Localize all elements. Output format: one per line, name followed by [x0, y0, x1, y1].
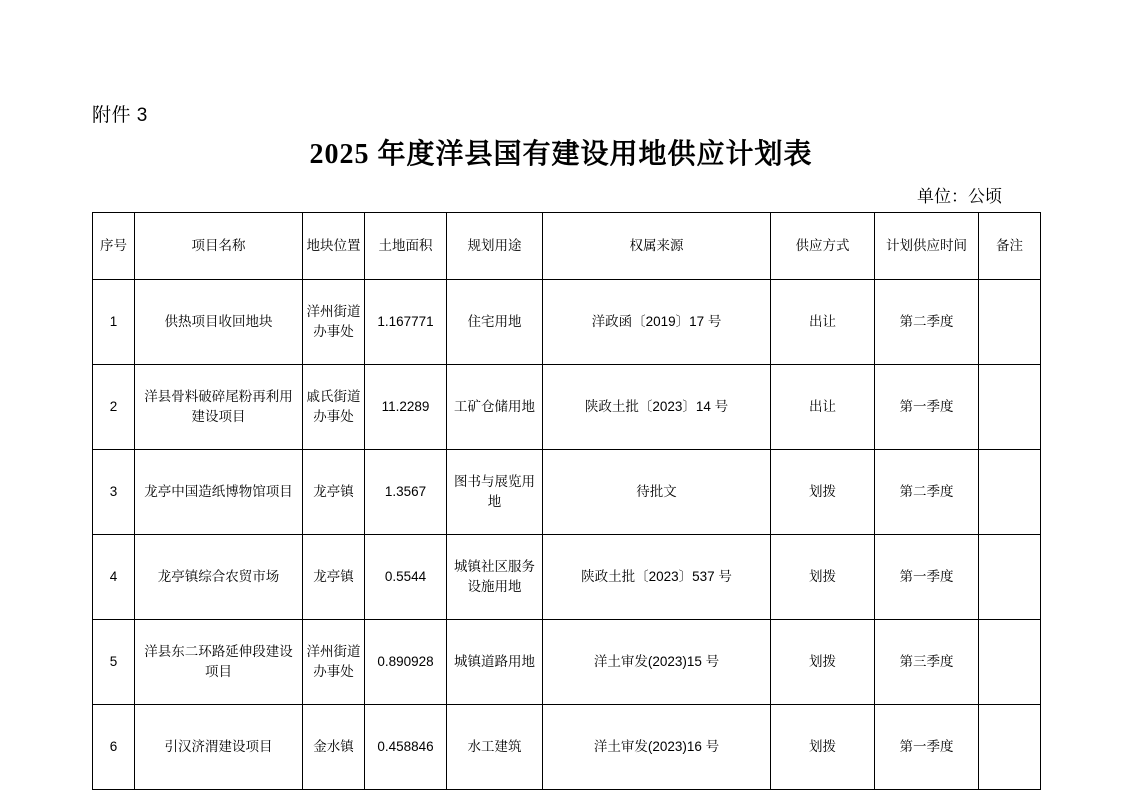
cell-ownership-source: 洋土审发(2023)15 号: [543, 620, 771, 705]
cell-remark: [979, 450, 1041, 535]
cell-supply-method: 划拨: [771, 705, 875, 790]
cell-seq: 3: [93, 450, 135, 535]
cell-ownership-source: 洋政函〔2019〕17 号: [543, 280, 771, 365]
cell-project-name: 引汉济渭建设项目: [135, 705, 303, 790]
attachment-label: 附件 3: [92, 105, 148, 126]
cell-supply-time: 第一季度: [875, 535, 979, 620]
cell-ownership-source: 陕政土批〔2023〕537 号: [543, 535, 771, 620]
cell-planned-use: 住宅用地: [447, 280, 543, 365]
header-planned-use: 规划用途: [447, 213, 543, 280]
cell-remark: [979, 620, 1041, 705]
cell-location: 戚氏街道办事处: [303, 365, 365, 450]
cell-seq: 4: [93, 535, 135, 620]
cell-ownership-source: 待批文: [543, 450, 771, 535]
cell-location: 金水镇: [303, 705, 365, 790]
cell-location: 洋州街道办事处: [303, 280, 365, 365]
cell-planned-use: 图书与展览用地: [447, 450, 543, 535]
header-project-name: 项目名称: [135, 213, 303, 280]
cell-ownership-source: 洋土审发(2023)16 号: [543, 705, 771, 790]
header-area: 土地面积: [365, 213, 447, 280]
cell-remark: [979, 365, 1041, 450]
cell-project-name: 洋县骨料破碎尾粉再利用建设项目: [135, 365, 303, 450]
cell-supply-time: 第三季度: [875, 620, 979, 705]
cell-seq: 2: [93, 365, 135, 450]
table-row: [93, 365, 1041, 450]
cell-area: 11.2289: [365, 365, 447, 450]
table-row: [93, 535, 1041, 620]
header-supply-time: 计划供应时间: [875, 213, 979, 280]
cell-supply-time: 第一季度: [875, 365, 979, 450]
cell-area: 0.5544: [365, 535, 447, 620]
cell-supply-method: 划拨: [771, 450, 875, 535]
table-row: [93, 280, 1041, 365]
cell-supply-time: 第二季度: [875, 280, 979, 365]
cell-planned-use: 水工建筑: [447, 705, 543, 790]
cell-supply-time: 第一季度: [875, 705, 979, 790]
cell-project-name: 洋县东二环路延伸段建设项目: [135, 620, 303, 705]
cell-seq: 6: [93, 705, 135, 790]
land-supply-table: [92, 212, 1041, 790]
cell-supply-method: 出让: [771, 365, 875, 450]
unit-label: 单位：公顷: [917, 187, 1002, 206]
cell-planned-use: 城镇道路用地: [447, 620, 543, 705]
cell-ownership-source: 陕政土批〔2023〕14 号: [543, 365, 771, 450]
cell-supply-method: 划拨: [771, 535, 875, 620]
cell-remark: [979, 280, 1041, 365]
cell-area: 0.890928: [365, 620, 447, 705]
page-title: 2025 年度洋县国有建设用地供应计划表: [309, 139, 813, 170]
cell-area: 1.3567: [365, 450, 447, 535]
header-seq: 序号: [93, 213, 135, 280]
cell-supply-time: 第二季度: [875, 450, 979, 535]
cell-planned-use: 城镇社区服务设施用地: [447, 535, 543, 620]
cell-planned-use: 工矿仓储用地: [447, 365, 543, 450]
cell-supply-method: 划拨: [771, 620, 875, 705]
cell-area: 1.167771: [365, 280, 447, 365]
cell-area: 0.458846: [365, 705, 447, 790]
cell-remark: [979, 705, 1041, 790]
cell-remark: [979, 535, 1041, 620]
header-location: 地块位置: [303, 213, 365, 280]
cell-location: 洋州街道办事处: [303, 620, 365, 705]
cell-seq: 5: [93, 620, 135, 705]
table-row: [93, 705, 1041, 790]
header-remark: 备注: [979, 213, 1041, 280]
table-row: [93, 620, 1041, 705]
table-header-row: [93, 213, 1041, 280]
cell-supply-method: 出让: [771, 280, 875, 365]
cell-project-name: 龙亭镇综合农贸市场: [135, 535, 303, 620]
header-supply-method: 供应方式: [771, 213, 875, 280]
table-row: [93, 450, 1041, 535]
header-ownership-source: 权属来源: [543, 213, 771, 280]
cell-location: 龙亭镇: [303, 450, 365, 535]
cell-location: 龙亭镇: [303, 535, 365, 620]
cell-seq: 1: [93, 280, 135, 365]
cell-project-name: 供热项目收回地块: [135, 280, 303, 365]
cell-project-name: 龙亭中国造纸博物馆项目: [135, 450, 303, 535]
